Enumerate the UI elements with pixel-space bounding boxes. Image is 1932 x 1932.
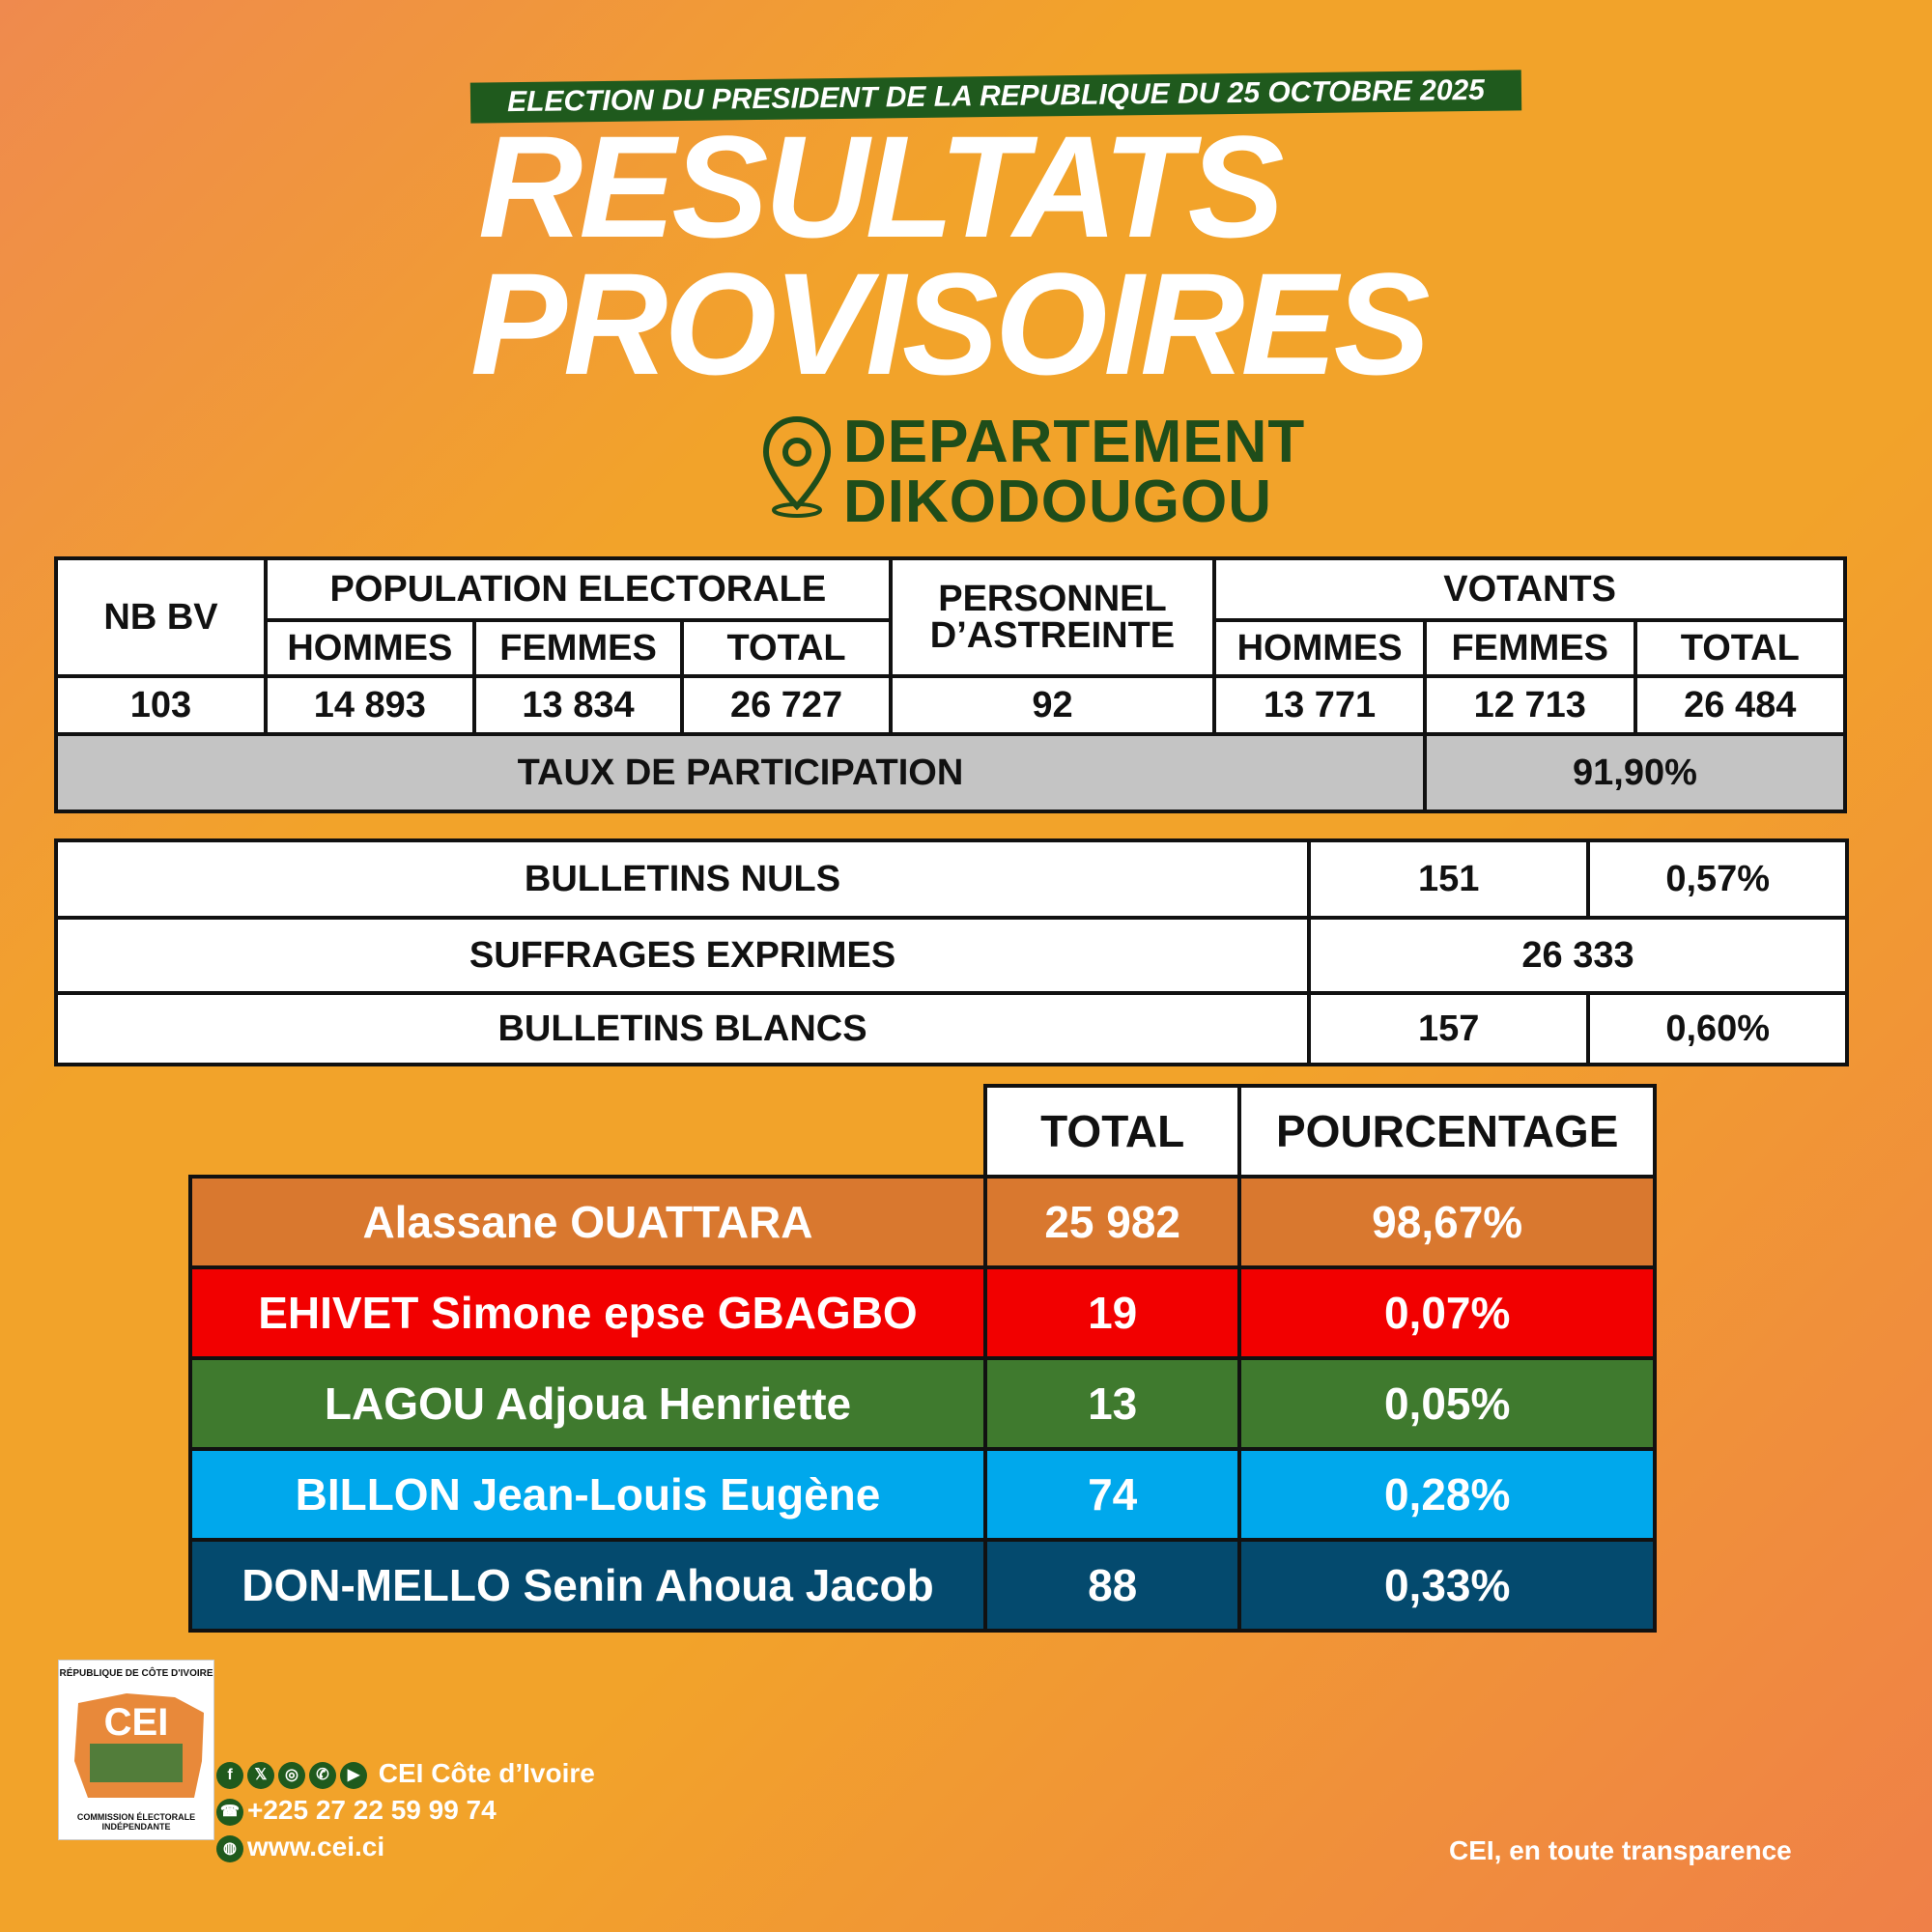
header-votants: VOTANTS <box>1214 558 1845 620</box>
election-banner: ELECTION DU PRESIDENT DE LA REPUBLIQUE DU 25 OCTOBRE 2025 <box>470 70 1521 123</box>
website-link[interactable]: www.cei.ci <box>247 1832 385 1861</box>
header-personnel: PERSONNEL D’ASTREINTE <box>891 558 1214 676</box>
candidate-pct: 0,28% <box>1239 1449 1655 1540</box>
header-vot-femmes: FEMMES <box>1425 620 1635 676</box>
phone-icon: ☎ <box>216 1799 243 1826</box>
title-line2: PROVISOIRES <box>470 242 1427 405</box>
value-nb-bv: 103 <box>56 676 266 734</box>
header-vot-hommes: HOMMES <box>1214 620 1425 676</box>
value-vot-hommes: 13 771 <box>1214 676 1425 734</box>
value-vot-femmes: 12 713 <box>1425 676 1635 734</box>
candidate-row <box>190 1540 1655 1631</box>
header-pop-hommes: HOMMES <box>266 620 474 676</box>
logo-top-text: RÉPUBLIQUE DE CÔTE D'IVOIRE <box>59 1668 213 1679</box>
candidate-pct: 0,07% <box>1239 1267 1655 1358</box>
title-line1: RESULTATS <box>478 105 1281 268</box>
candidate-row <box>190 1449 1655 1540</box>
value-vot-total: 26 484 <box>1635 676 1845 734</box>
participation-label: TAUX DE PARTICIPATION <box>56 734 1425 811</box>
social-row <box>216 1758 595 1789</box>
results-table <box>188 1084 1657 1633</box>
candidate-pct: 0,33% <box>1239 1540 1655 1631</box>
bulletins-blancs-count: 157 <box>1309 993 1588 1065</box>
logo-bottom-text: COMMISSION ÉLECTORALE INDÉPENDANTE <box>76 1812 196 1832</box>
candidate-total: 74 <box>985 1449 1239 1540</box>
department-label: DEPARTEMENT <box>843 409 1306 475</box>
social-name[interactable]: CEI Côte d’Ivoire <box>378 1758 595 1788</box>
stats-table <box>54 556 1847 813</box>
participation-value: 91,90% <box>1425 734 1845 811</box>
youtube-icon[interactable]: ▶ <box>340 1762 367 1789</box>
whatsapp-icon[interactable]: ✆ <box>309 1762 336 1789</box>
facebook-icon[interactable]: f <box>216 1762 243 1789</box>
bulletins-blancs-label: BULLETINS BLANCS <box>56 993 1309 1065</box>
header-pop-total: TOTAL <box>682 620 890 676</box>
candidate-name: EHIVET Simone epse GBAGBO <box>190 1267 985 1358</box>
header-pop-femmes: FEMMES <box>474 620 683 676</box>
header-total: TOTAL <box>985 1086 1239 1177</box>
candidate-total: 19 <box>985 1267 1239 1358</box>
candidate-name: BILLON Jean-Louis Eugène <box>190 1449 985 1540</box>
instagram-icon[interactable]: ◎ <box>278 1762 305 1789</box>
suffrages-exprimes-value: 26 333 <box>1309 918 1847 993</box>
candidate-total: 13 <box>985 1358 1239 1449</box>
candidate-name: Alassane OUATTARA <box>190 1177 985 1267</box>
slogan: CEI, en toute transparence <box>1449 1835 1792 1865</box>
bulletins-nuls-count: 151 <box>1309 840 1588 918</box>
candidate-row <box>190 1177 1655 1267</box>
header-population: POPULATION ELECTORALE <box>266 558 891 620</box>
phone-number[interactable]: +225 27 22 59 99 74 <box>247 1795 497 1825</box>
phone-row <box>216 1795 497 1826</box>
value-pop-hommes: 14 893 <box>266 676 474 734</box>
bulletins-nuls-label: BULLETINS NULS <box>56 840 1309 918</box>
candidate-pct: 0,05% <box>1239 1358 1655 1449</box>
cei-logo <box>58 1660 214 1840</box>
department-name: DIKODOUGOU <box>843 469 1272 535</box>
header-vot-total: TOTAL <box>1635 620 1845 676</box>
value-pop-total: 26 727 <box>682 676 890 734</box>
candidate-row <box>190 1267 1655 1358</box>
x-icon[interactable]: 𝕏 <box>247 1762 274 1789</box>
map-pin-icon <box>758 413 836 520</box>
candidate-row <box>190 1358 1655 1449</box>
candidate-total: 88 <box>985 1540 1239 1631</box>
value-personnel: 92 <box>891 676 1214 734</box>
suffrages-exprimes-label: SUFFRAGES EXPRIMES <box>56 918 1309 993</box>
candidate-total: 25 982 <box>985 1177 1239 1267</box>
logo-main-text: CEI <box>103 1701 169 1744</box>
candidate-pct: 98,67% <box>1239 1177 1655 1267</box>
globe-icon: ◍ <box>216 1835 243 1862</box>
website-row <box>216 1832 384 1862</box>
bulletins-nuls-pct: 0,57% <box>1588 840 1847 918</box>
value-pop-femmes: 13 834 <box>474 676 683 734</box>
bulletins-blancs-pct: 0,60% <box>1588 993 1847 1065</box>
header-nb-bv: NB BV <box>56 558 266 676</box>
candidate-name: DON-MELLO Senin Ahoua Jacob <box>190 1540 985 1631</box>
results-corner <box>190 1086 985 1177</box>
header-pourcentage: POURCENTAGE <box>1239 1086 1655 1177</box>
ballots-table <box>54 838 1849 1066</box>
candidate-name: LAGOU Adjoua Henriette <box>190 1358 985 1449</box>
